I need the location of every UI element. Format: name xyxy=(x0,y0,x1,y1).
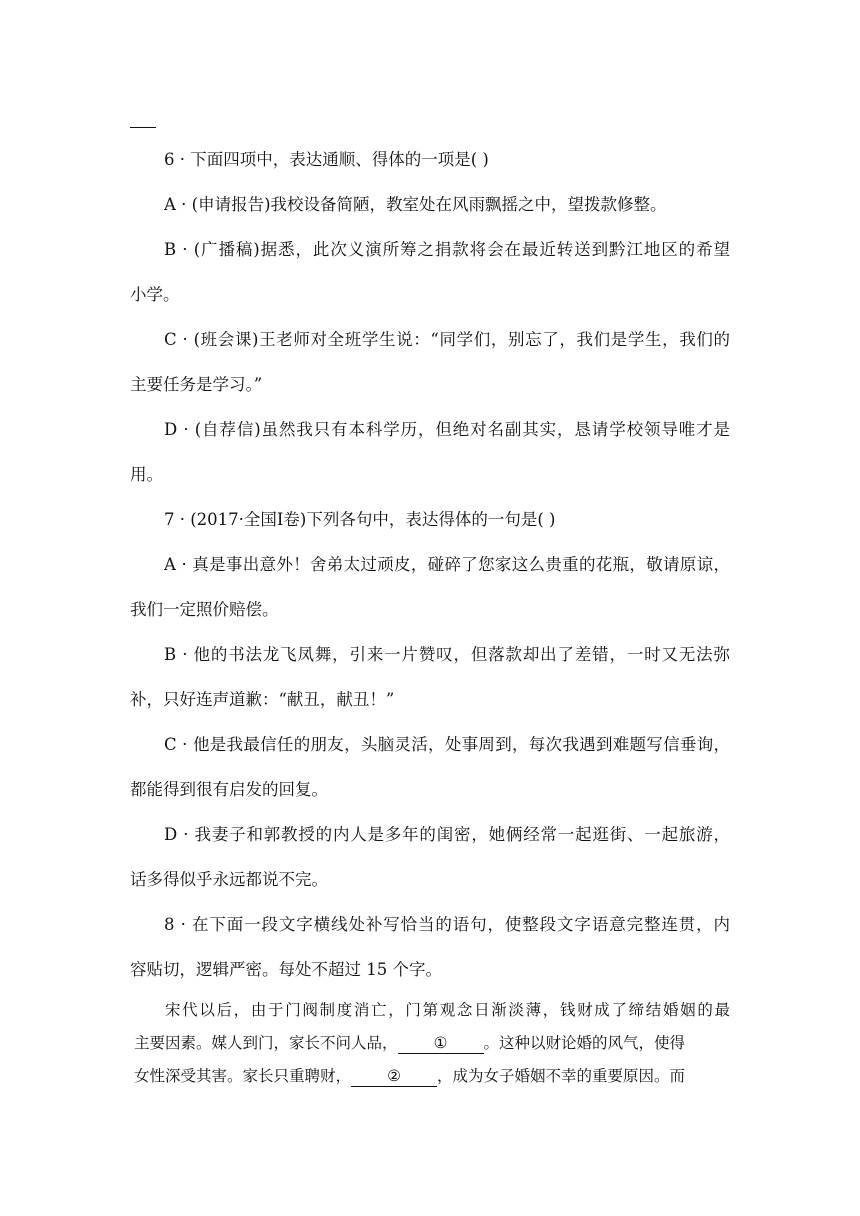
passage-line3 xyxy=(134,1066,730,1087)
q7-option-c-line1: C · 他是我最信任的朋友，头脑灵活，处事周到，每次我遇到难题写信垂询， xyxy=(164,735,730,754)
q6-option-c-line1: C · (班会课)王老师对全班学生说：“同学们，别忘了，我们是学生，我们的 xyxy=(164,330,730,349)
q7-option-d-line2: 话多得似乎永远都说不完。 xyxy=(130,870,328,889)
q6-option-d-line1: D · (自荐信)虽然我只有本科学历，但绝对名副其实，恳请学校领导唯才是 xyxy=(164,420,730,439)
blank-1: ① xyxy=(398,1033,484,1054)
q8-stem-line1: 8 · 在下面一段文字横线处补写恰当的语句，使整段文字语意完整连贯，内 xyxy=(164,915,730,934)
q7-option-a-line2: 我们一定照价赔偿。 xyxy=(130,600,279,619)
q8-stem-line2: 容贴切，逻辑严密。每处不超过 15 个字。 xyxy=(130,960,442,979)
q6-option-b-line2: 小学。 xyxy=(130,285,180,304)
passage-line3-text: 女性深受其害。家长只重聘财， xyxy=(134,1067,352,1085)
passage-line3-text-b: ，成为女子婚姻不幸的重要原因。而 xyxy=(437,1067,686,1085)
q7-option-d-line1: D · 我妻子和郭教授的内人是多年的闺密，她俩经常一起逛街、一起旅游， xyxy=(164,825,730,844)
q6-option-d-line2: 用。 xyxy=(130,465,163,484)
q7-option-b-line1: B · 他的书法龙飞凤舞，引来一片赞叹，但落款却出了差错，一时又无法弥 xyxy=(164,645,730,664)
q6-option-b-line1: B · (广播稿)据悉，此次义演所筹之捐款将会在最近转送到黔江地区的希望 xyxy=(164,240,730,259)
q7-option-b-line2: 补，只好连声道歉：“献丑，献丑！” xyxy=(130,690,395,709)
q7-option-a-line1: A · 真是事出意外！舍弟太过顽皮，碰碎了您家这么贵重的花瓶，敬请原谅， xyxy=(164,555,730,574)
blank-2: ② xyxy=(351,1066,437,1087)
q6-stem: 6 · 下面四项中，表达通顺、得体的一项是( ) xyxy=(164,150,489,169)
top-rule xyxy=(130,127,156,128)
q7-stem: 7 · (2017·全国Ⅰ卷)下列各句中，表达得体的一句是( ) xyxy=(164,510,556,529)
passage-line2-text-b: 。这种以财论婚的风气，使得 xyxy=(483,1034,686,1052)
passage-line2-text: 主要因素。媒人到门，家长不问人品， xyxy=(134,1034,398,1052)
q7-option-c-line2: 都能得到很有启发的回复。 xyxy=(130,780,328,799)
passage-line1: 宋代以后，由于门阀制度消亡，门第观念日渐淡薄，钱财成了缔结婚姻的最 xyxy=(165,1001,730,1019)
q6-option-c-line2: 主要任务是学习。” xyxy=(130,375,263,394)
passage-line2 xyxy=(134,1033,730,1054)
q6-option-a: A · (申请报告)我校设备简陋，教室处在风雨飘摇之中，望拨款修整。 xyxy=(164,195,667,214)
